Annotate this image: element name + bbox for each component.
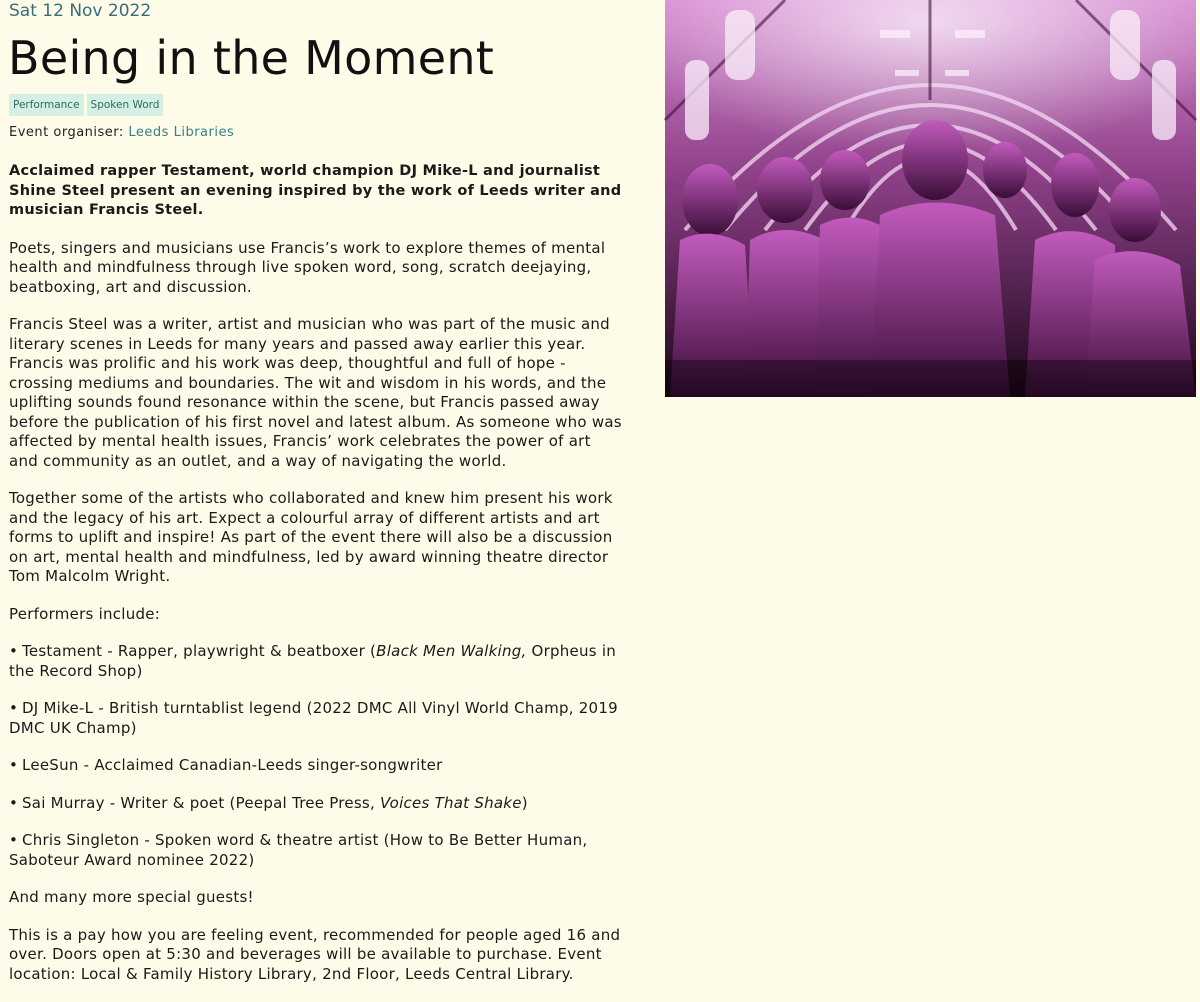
performers-heading: Performers include: (9, 604, 161, 623)
organiser-label: Event organiser: (9, 125, 124, 140)
event-photo (665, 0, 1196, 397)
event-footer-info: This is a pay how you are feeling event, recommended for people aged 16 and over. Doors open at 5:30 and beverages will be available to purchase. Event location: Local & Family History Library, 2nd Floor, Leeds Central Library. (9, 925, 621, 983)
event-organiser (9, 124, 624, 141)
event-tags (9, 94, 624, 116)
performers-photo-illustration (665, 0, 1196, 397)
description-paragraph: Together some of the artists who collaborated and knew him present his work and the legacy of his art. Expect a colourful array of different artists and art forms to uplift and inspire! As part of the event there will also be a discussion on art, mental health and mindfulness, led by award winning theatre director Tom Malcolm Wright. (9, 489, 613, 585)
tag-performance[interactable]: Performance (9, 94, 84, 116)
performer-item: • Chris Singleton - Spoken word & theatre artist (How to Be Better Human, Saboteur Award nominee 2022) (9, 831, 624, 870)
description-paragraph: Poets, singers and musicians use Francis’s work to explore themes of mental health and mindfulness through live spoken word, song, scratch deejaying, beatboxing, art and discussion. (9, 238, 606, 296)
event-description (9, 162, 624, 984)
lead-paragraph: Acclaimed rapper Testament, world champion DJ Mike-L and journalist Shine Steel present an evening inspired by the work of Leeds writer and musician Francis Steel. (9, 163, 622, 218)
tag-spoken-word[interactable]: Spoken Word (87, 94, 164, 116)
description-paragraph: Francis Steel was a writer, artist and musician who was part of the music and literary scenes in Leeds for many years and passed away earlier this year. Francis was prolific and his work was deep, thoughtful and full of hope - crossing mediums and boundaries. The wit and wisdom in his words, and the uplifting sounds found resonance within the scene, but Francis passed away before the publication of his first novel and latest album. As someone who was affected by mental health issues, Francis’ work celebrates the power of art and community as an outlet, and a way of navigating the world. (9, 315, 622, 470)
event-title: Being in the Moment (8, 31, 495, 85)
guests-text: And many more special guests! (9, 888, 254, 906)
performer-item: • Sai Murray - Writer & poet (Peepal Tree Press, Voices That Shake) (9, 794, 624, 814)
event-date: Sat 12 Nov 2022 (9, 1, 152, 21)
performer-item: • DJ Mike-L - British turntablist legend (2022 DMC All Vinyl World Champ, 2019 DMC UK Champ) (9, 699, 624, 738)
performer-item: • LeeSun - Acclaimed Canadian-Leeds singer-songwriter (9, 756, 624, 776)
event-details (9, 0, 624, 1002)
performer-item: • Testament - Rapper, playwright & beatboxer (Black Men Walking, Orpheus in the Record Shop) (9, 642, 624, 681)
organiser-link[interactable]: Leeds Libraries (128, 125, 235, 140)
